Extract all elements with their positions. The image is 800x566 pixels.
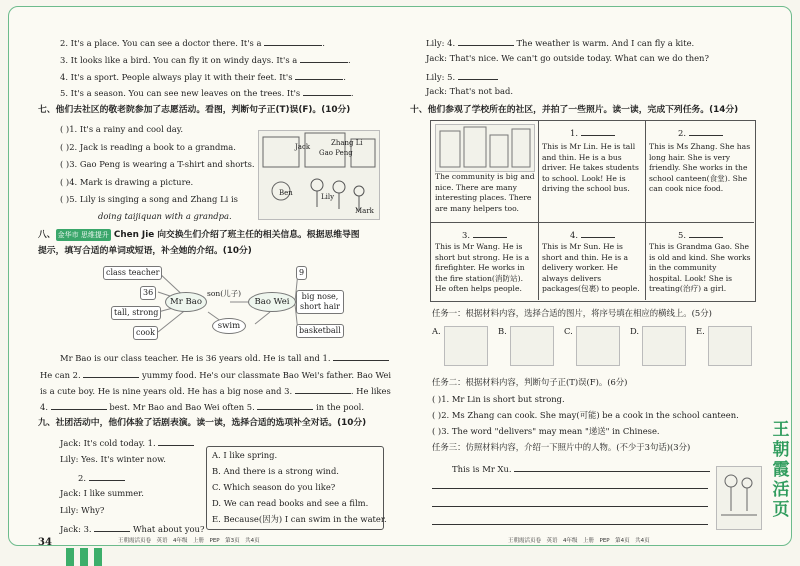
answer-line-1[interactable] (432, 488, 708, 489)
cell-1-text: This is Mr Lin. He is tall and thin. He is a bus driver. He takes students to school. Look! He is driving the school bus. (542, 142, 639, 193)
q-line-3: 3. It looks like a bird. You can fly it on windy days. It's a . (60, 55, 351, 65)
deco-bar-3 (94, 548, 102, 566)
q-line-5: 5. It's a season. You can see new leaves on the trees. It's . (60, 88, 354, 98)
label-ben: Ben (279, 189, 293, 197)
task-2-item-2: ( )2. Ms Zhang can cook. She may(可能) be a cook in the school canteen. (432, 410, 739, 420)
choice-a-label: A. (432, 326, 441, 336)
dialog-line-1: Jack: It's cold today. 1. (60, 436, 194, 449)
mr-xu-photo (716, 466, 762, 530)
community-photo (435, 124, 535, 172)
mind-node-36: 36 (140, 286, 156, 300)
task-3-heading: 任务三：仿照材料内容，介绍一下照片中的人物。(不少于3句话)(3分) (432, 442, 691, 452)
label-jack: Jack (295, 143, 311, 151)
dialog-line-8: Jack: That's nice. We can't go outside today. What can we do then? (426, 53, 709, 63)
s7-item-5: ( )5. Lily is singing a song and Zhang Li is (60, 194, 238, 204)
option-c: C. Which season do you like? (212, 482, 336, 492)
label-mark: Mark (355, 207, 374, 215)
cell-4-title: 4. (570, 228, 615, 241)
page-number: 34 (38, 537, 52, 548)
mind-node-swim: swim (212, 318, 246, 334)
option-d: D. We can read books and see a film. (212, 498, 369, 508)
cell-1-title: 1. (570, 126, 615, 139)
buildings-illustration (436, 125, 534, 171)
choice-c-picture (576, 326, 620, 366)
label-lily: Lily (321, 193, 335, 201)
people-illustration (717, 467, 761, 529)
mind-center-mr-bao: Mr Bao (165, 292, 207, 312)
passage-line-1: Mr Bao is our class teacher. He is 36 years old. He is tall and 1. (60, 351, 389, 364)
label-zhang-li: Zhang Li (331, 139, 363, 147)
mind-link-son: son(儿子) (207, 289, 242, 298)
option-b: B. And there is a strong wind. (212, 466, 339, 476)
choice-e-label: E. (696, 326, 705, 336)
mind-node-big-nose: big nose, short hair (296, 290, 344, 314)
s7-item-3: ( )3. Gao Peng is wearing a T-shirt and shorts. (60, 159, 255, 169)
choice-b-picture (510, 326, 554, 366)
dialog-line-5: Lily: Why? (60, 505, 105, 515)
passage-line-4: 4. best. Mr Bao and Bao Wei often 5. in the pool. (40, 402, 364, 412)
grid-vline-1 (538, 120, 539, 300)
answer-line-3[interactable] (432, 524, 708, 525)
choice-b-label: B. (498, 326, 507, 336)
task-2-item-3: ( )3. The word "delivers" may mean "递送" in Chinese. (432, 426, 660, 436)
choice-c-label: C. (564, 326, 573, 336)
mind-node-9: 9 (296, 266, 307, 280)
section-7-heading: 七、他们去社区的敬老院参加了志愿活动。看图，判断句子正(T)误(F)。(10分) (38, 105, 351, 115)
option-e: E. Because(因为) I can swim in the water. (212, 514, 387, 524)
deco-bar-1 (66, 548, 74, 566)
task-2-item-1: ( )1. Mr Lin is short but strong. (432, 394, 565, 404)
cell-3-title: 3. (462, 228, 507, 241)
mind-node-tall-strong: tall, strong (111, 306, 161, 320)
choice-d-label: D. (630, 326, 640, 336)
section-9-heading: 九、社团活动中，他们体验了话剧表演。读一读，选择合适的选项补全对话。(10分) (38, 418, 367, 428)
passage-line-2: He can 2. yummy food. He's our classmate Bao Wei's father. Bao Wei (40, 370, 392, 380)
dialog-line-3: 2. (78, 471, 125, 484)
s7-item-5-cont: doing taijiquan with a grandpa. (98, 211, 232, 221)
mind-node-basketball: basketball (296, 324, 344, 338)
task-1-heading: 任务一：根据材料内容，选择合适的图片，将序号填在相应的横线上。(5分) (432, 308, 712, 318)
thinking-badge: 金华市 思维提升 (57, 231, 109, 239)
cell-2-title: 2. (678, 126, 723, 139)
s7-item-2: ( )2. Jack is reading a book to a grandma. (60, 142, 236, 152)
community-scene-picture (258, 130, 380, 220)
mind-center-bao-wei: Bao Wei (248, 292, 296, 312)
choice-e-picture (708, 326, 752, 366)
footer-right: 王朝霞活页卷 英语 4年级 上册 PEP 第4页 共4页 (508, 538, 650, 544)
answer-line-2[interactable] (432, 506, 708, 507)
dialog-line-10: Jack: That's not bad. (426, 86, 514, 96)
mind-node-class-teacher: class teacher (103, 266, 162, 280)
grid-hline (430, 222, 754, 223)
s7-item-4: ( )4. Mark is drawing a picture. (60, 177, 194, 187)
brand-mark: 王朝霞活页 (772, 420, 790, 520)
deco-bar-2 (80, 548, 88, 566)
section-8-heading-2: 提示，填写合适的单词或短语，补全她的介绍。(10分) (38, 246, 252, 256)
choice-d-picture (642, 326, 686, 366)
cell-0-text: The community is big and nice. There are many interesting places. There are many helpers too. (435, 172, 535, 213)
q-line-4: 4. It's a sport. People always play it with their feet. It's . (60, 72, 346, 82)
choice-a-picture (444, 326, 488, 366)
section-10-heading: 十、他们参观了学校所在的社区，并拍了一些照片。读一读，完成下列任务。(14分) (410, 105, 739, 115)
dialog-line-9: Lily: 5. (426, 70, 498, 83)
section-8-heading: 八、 金华市 思维提升 Chen Jie 向交换生们介绍了班主任的相关信息。根据思维导图 (38, 230, 360, 240)
s7-item-1: ( )1. It's a rainy and cool day. (60, 124, 184, 134)
cell-5-title: 5. (678, 228, 723, 241)
label-gao-peng: Gao Peng (319, 149, 353, 157)
cell-3-text: This is Mr Wang. He is short but strong. He is a firefighter. He works in the fire station(消防站). He often helps people. (435, 242, 530, 293)
task-3-start: This is Mr Xu. (452, 462, 710, 475)
cell-5-text: This is Grandma Gao. She is old and kind. She works in the community hospital. Look! She is treating(治疗) a girl. (649, 242, 751, 293)
footer-left: 王朝霞活页卷 英语 4年级 上册 PEP 第3页 共4页 (118, 538, 260, 544)
dialog-line-2: Lily: Yes. It's winter now. (60, 454, 166, 464)
task-2-heading: 任务二：根据材料内容，判断句子正(T)误(F)。(6分) (432, 377, 628, 387)
mind-node-cook: cook (133, 326, 158, 340)
grid-vline-2 (645, 120, 646, 300)
dialog-line-7: Lily: 4. The weather is warm. And I can fly a kite. (426, 38, 695, 48)
cell-4-text: This is Mr Sun. He is short and thin. He is a delivery worker. He always delivers packages(包裹) to people. (542, 242, 640, 293)
option-a: A. I like spring. (212, 450, 278, 460)
passage-line-3: is a cute boy. He is nine years old. He has a big nose and 3. . He likes (40, 386, 391, 396)
cell-2-text: This is Ms Zhang. She has long hair. She is very friendly. She works in the school canteen(食堂). She can cook nice food. (649, 142, 751, 193)
dialog-line-6: Jack: 3. What about you? (60, 524, 205, 534)
q-line-2: 2. It's a place. You can see a doctor there. It's a . (60, 38, 325, 48)
dialog-line-4: Jack: I like summer. (60, 488, 144, 498)
